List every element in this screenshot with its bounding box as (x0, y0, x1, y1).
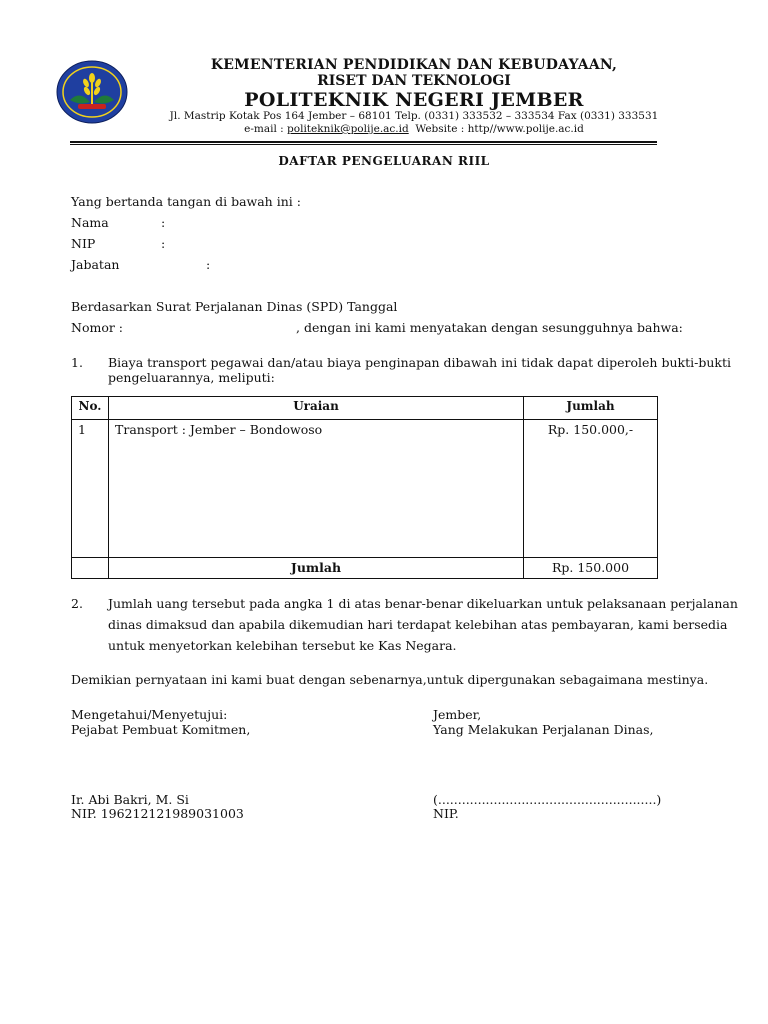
intro-text: Yang bertanda tangan di bawah ini : (71, 194, 301, 209)
sign-left-line2: Pejabat Pembuat Komitmen, (71, 722, 251, 737)
col-header-no: No. (72, 397, 109, 420)
table-row (72, 420, 658, 558)
item2-line1: Jumlah uang tersebut pada angka 1 di atas benar-benar dikeluarkan untuk pelaksanaan perjalanan (108, 596, 738, 611)
institution-address: Jl. Mastrip Kotak Pos 164 Jember – 68101 Telp. (0331) 333532 – 333534 Fax (0331) 333531 (169, 110, 659, 122)
ministry-line2: RISET DAN TEKNOLOGI (317, 73, 511, 89)
cell-no: 1 (72, 420, 109, 558)
document-title: DAFTAR PENGELUARAN RIIL (278, 154, 490, 168)
sign-left-nip: NIP. 196212121989031003 (71, 806, 244, 821)
institution-name: POLITEKNIK NEGERI JEMBER (244, 89, 584, 111)
header-rule-thin (70, 144, 657, 145)
spd-line: Berdasarkan Surat Perjalanan Dinas (SPD) Tanggal (71, 299, 398, 314)
total-label: Jumlah (109, 558, 524, 579)
cell-jumlah: Rp. 150.000,- (524, 420, 658, 558)
closing-statement: Demikian pernyataan ini kami buat dengan sebenarnya,untuk dipergunakan sebagaimana mestinya. (71, 672, 709, 687)
header-rule-thick (70, 141, 657, 143)
total-value: Rp. 150.000 (524, 558, 658, 579)
email-link[interactable]: politeknik@polije.ac.id (287, 123, 409, 135)
item1-text-line1: Biaya transport pegawai dan/atau biaya penginapan dibawah ini tidak dapat diperoleh bukti-bukti (108, 355, 731, 370)
nip-colon: : (161, 236, 166, 251)
nama-colon: : (161, 215, 166, 230)
item2-line2: dinas dimaksud dan apabila dikemudian hari terdapat kelebihan atas pembayaran, kami bersedia (108, 617, 728, 632)
item2-line3: untuk menyetorkan kelebihan tersebut ke Kas Negara. (108, 638, 457, 653)
cell-uraian: Transport : Jember – Bondowoso (109, 420, 524, 558)
table-header-row (72, 397, 658, 420)
item1-text-line2: pengeluarannya, meliputi: (108, 370, 275, 385)
jabatan-colon: : (206, 257, 211, 272)
sign-right-name: (.......................................................) (433, 792, 662, 807)
sign-right-line1: Jember, (433, 707, 482, 722)
item2-number: 2. (71, 596, 83, 611)
website-text: Website : http//www.polije.ac.id (415, 123, 584, 135)
jabatan-label: Jabatan (71, 257, 120, 272)
polije-logo-icon (56, 60, 128, 124)
sign-right-nip: NIP. (433, 806, 459, 821)
sign-left-name: Ir. Abi Bakri, M. Si (71, 792, 189, 807)
sign-right-line2: Yang Melakukan Perjalanan Dinas, (433, 722, 654, 737)
col-header-jumlah: Jumlah (524, 397, 658, 420)
nama-label: Nama (71, 215, 109, 230)
nip-label: NIP (71, 236, 96, 251)
nomor-tail: , dengan ini kami menyatakan dengan sesungguhnya bahwa: (296, 320, 683, 335)
col-header-uraian: Uraian (109, 397, 524, 420)
email-label: e-mail : (244, 123, 288, 135)
sign-left-line1: Mengetahui/Menyetujui: (71, 707, 228, 722)
nomor-label: Nomor : (71, 320, 124, 335)
item1-number: 1. (71, 355, 83, 370)
ministry-line1: KEMENTERIAN PENDIDIKAN DAN KEBUDAYAAN, (210, 57, 618, 73)
cell-total-empty (72, 558, 109, 579)
table-total-row (72, 558, 658, 579)
contact-line (130, 123, 698, 135)
expense-table (71, 396, 658, 579)
